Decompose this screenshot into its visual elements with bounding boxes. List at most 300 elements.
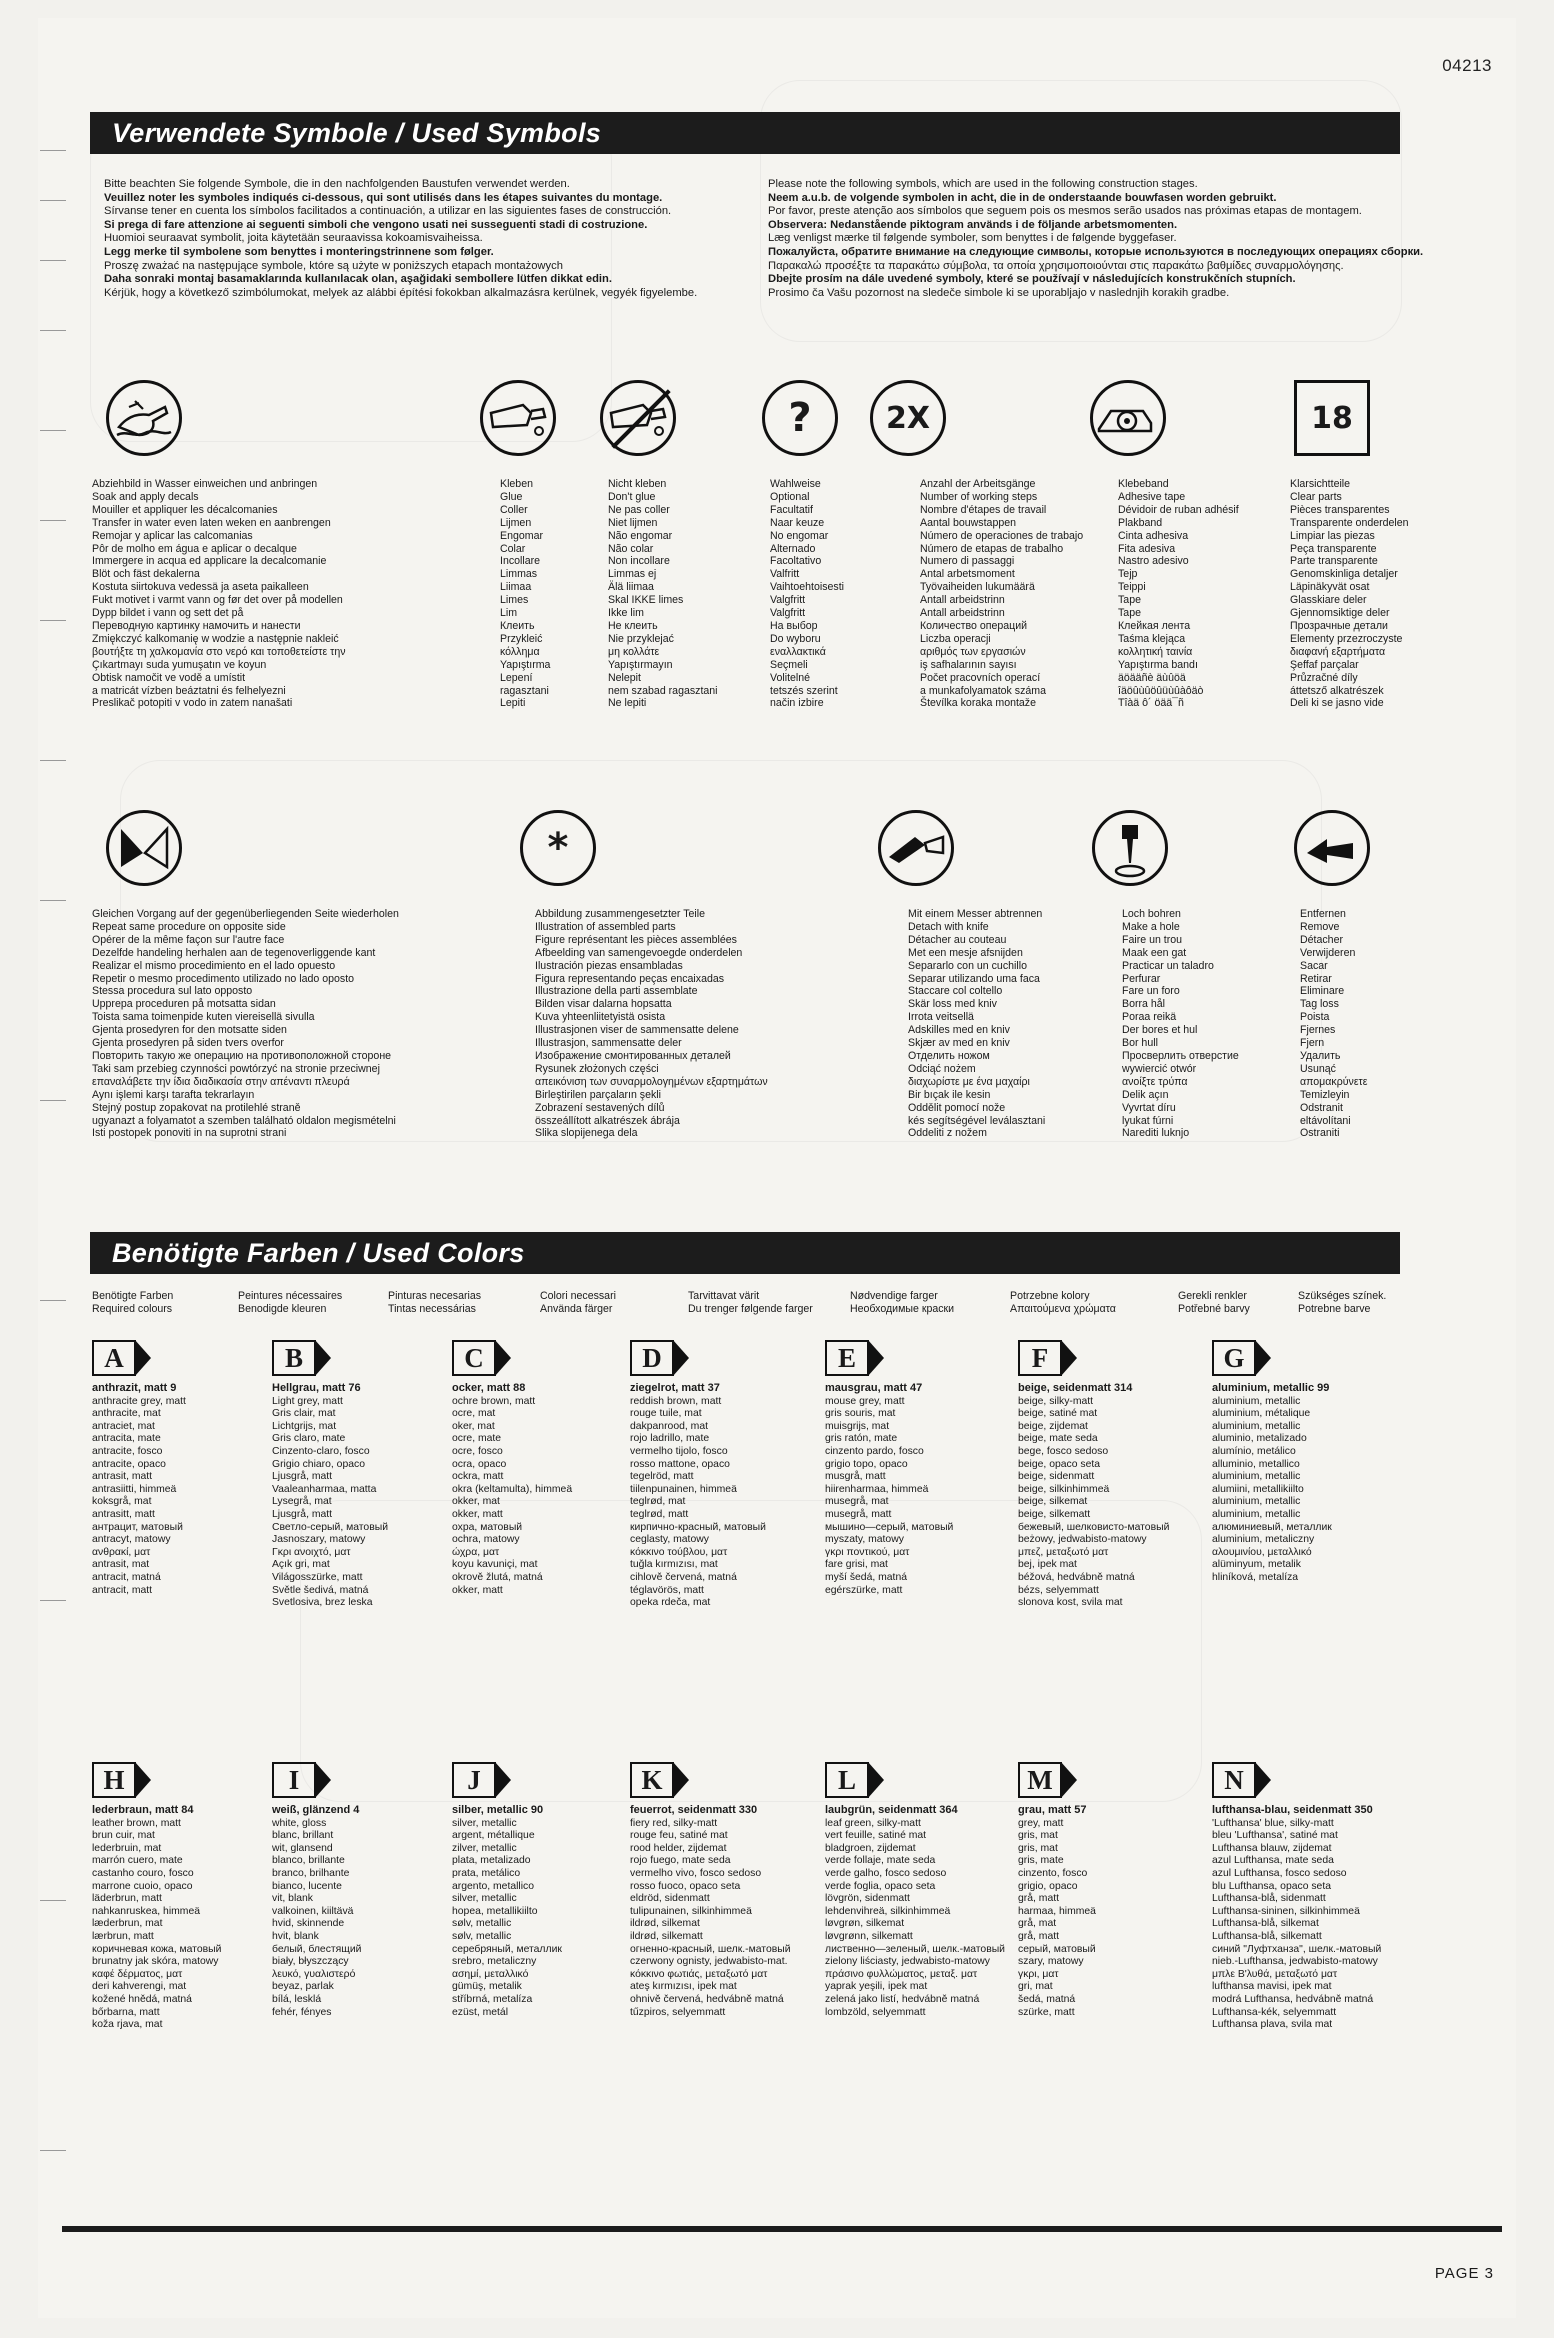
row: Engomar [500, 529, 543, 542]
color-line: antracit, matt [92, 1584, 153, 1596]
row: Illustrasjon, sammensatte deler [535, 1037, 682, 1050]
color-letter-e [825, 1338, 1020, 1378]
margin-tick [40, 520, 66, 521]
soak-decal-icon [106, 380, 182, 456]
color-line: antracit, matná [92, 1571, 161, 1583]
row: Gleichen Vorgang auf der gegenüberliegenden Seite wiederholen [92, 908, 399, 920]
row: Não colar [608, 542, 654, 555]
color-line: коричневая кожа, матовый [92, 1943, 222, 1955]
row: Sacar [1300, 959, 1328, 972]
color-line: Vaaleanharmaa, matta [272, 1483, 377, 1495]
drill-hole-icon [1092, 810, 1168, 886]
color-letter-l [825, 1760, 1020, 1800]
row: Retirar [1300, 972, 1332, 985]
row: Počet pracovních operací [920, 671, 1041, 684]
letter-arrow [1255, 1762, 1271, 1798]
color-line: beige, silkemat [1018, 1496, 1088, 1508]
row: Illustrazione della parti assemblate [535, 985, 698, 998]
color-line: ezüst, metál [452, 2006, 509, 2018]
hdr-line: Tarvittavat värit [688, 1290, 760, 1302]
intro-line: Legg merke til symbolene som benyttes i monteringstrinnene som følger. [104, 245, 494, 258]
row: Genomskinliga detaljer [1290, 568, 1398, 581]
row: Yapıştırma [500, 658, 551, 671]
letter-arrow [1255, 1340, 1271, 1376]
color-line: ildrød, silkemat [630, 1918, 700, 1930]
row: Ikke lim [608, 607, 644, 620]
row: Opérer de la même façon sur l'autre face [92, 933, 285, 946]
color-line: охра, матовый [452, 1521, 523, 1533]
intro-line: Dbejte prosím na dále uvedené symboly, které se používají v následujících konstrukčních stupních. [768, 273, 1296, 286]
hdr-line: Använda färger [540, 1302, 613, 1315]
color-line: brun cuir, mat [92, 1830, 155, 1842]
row: a matricát vízben beáztatni és felhelyezni [92, 684, 286, 697]
color-line: κόκκινο τούβλου, ματ [630, 1546, 728, 1558]
margin-tick [40, 900, 66, 901]
clear-parts-col [1290, 478, 1490, 710]
margin-tick [40, 1600, 66, 1601]
row: Изображение смонтированных деталей [535, 1049, 731, 1062]
color-line: blanc, brillant [272, 1830, 334, 1842]
color-line: muisgrijs, mat [825, 1420, 890, 1432]
color-line: Lufthansa plava, svila mat [1212, 2019, 1333, 2031]
row: Zmiękczyć kalkomanię w wodzie a następnie nakleić [92, 632, 339, 645]
color-line: okker, matt [452, 1584, 503, 1596]
intro-line: Huomioi seuraavat symbolit, joita käytetään seuraavissa kokoamisvaiheissa. [104, 232, 483, 245]
row: način izbire [770, 697, 824, 710]
color-cell-g [1212, 1338, 1412, 1585]
color-line: mouse grey, matt [825, 1395, 905, 1407]
color-line: rouge tuile, mat [630, 1408, 702, 1420]
row: Não engomar [608, 529, 673, 542]
row: μη κολλάτε [608, 645, 660, 658]
color-line: Γκρι ανοιχτό, ματ [272, 1546, 351, 1558]
color-line: weiß, glänzend 4 [272, 1804, 360, 1816]
letter-arrow [868, 1340, 884, 1376]
row: lyukat fúrni [1122, 1114, 1174, 1127]
color-line: Açık gri, mat [272, 1559, 330, 1571]
row: Bor hull [1122, 1037, 1158, 1050]
hdr-line: Pinturas necesarias [388, 1290, 482, 1302]
color-line: lærbrun, matt [92, 1930, 154, 1942]
row: Průzračné díly [1290, 671, 1358, 684]
color-line: srebro, metaliczny [452, 1956, 537, 1968]
color-line: Ljusgrå, matt [272, 1508, 333, 1520]
hdr-line: Potrzebne kolory [1010, 1290, 1090, 1302]
color-line: aluminium, metallic [1212, 1496, 1301, 1508]
row: Afbeelding van samengevoegde onderdelen [535, 946, 743, 959]
color-line: grau, matt 57 [1018, 1804, 1087, 1816]
color-line: verde foglia, opaco seta [825, 1880, 936, 1892]
color-name-list [825, 1804, 1020, 2019]
row: Rysunek złożonych części [535, 1062, 659, 1075]
color-line: løvgrøn, silkemat [825, 1918, 905, 1930]
row: Количество операций [920, 619, 1028, 632]
row: Separarlo con un cuchillo [908, 959, 1027, 972]
color-cell-h [92, 1760, 282, 2032]
row: διαφανή εξαρτήματα [1290, 645, 1386, 658]
color-name-list [630, 1804, 830, 2019]
color-letter-b [272, 1338, 462, 1378]
color-line: rojo ladrillo, mate [630, 1433, 710, 1445]
adhesive-tape-col [1118, 478, 1308, 710]
row: Kostuta siirtokuva vedessä ja aseta paikalleen [92, 581, 309, 594]
color-line: teglrød, matt [630, 1508, 689, 1520]
color-line: tiilenpunainen, himmeä [630, 1483, 737, 1495]
row: Glue [500, 490, 523, 503]
color-line: aluminium, metallic [1212, 1508, 1301, 1520]
row: Valgfritt [770, 594, 806, 607]
color-line: gümüş, metalik [452, 1981, 522, 1993]
row: Ne pas coller [608, 503, 670, 516]
color-cell-e [825, 1338, 1020, 1597]
color-line: zilver, metallic [452, 1842, 517, 1854]
color-letter-h [92, 1760, 282, 1800]
letter-arrow [673, 1340, 689, 1376]
row: Повторить такую же операцию на противоположной стороне [92, 1049, 392, 1062]
row: Läpinäkyvät osat [1290, 581, 1370, 594]
color-line: eldröd, sidenmatt [630, 1893, 710, 1905]
row: Número de etapas de trabalho [920, 542, 1064, 555]
margin-tick [40, 760, 66, 761]
color-line: musegrå, mat [825, 1496, 889, 1508]
color-line: laubgrün, seidenmatt 364 [825, 1804, 958, 1816]
color-line: argento, metallico [452, 1880, 535, 1892]
color-line: castanho couro, fosco [92, 1867, 194, 1879]
hdr-line: Colori necessari [540, 1290, 616, 1302]
row: Realizar el mismo procedimiento en el lado opuesto [92, 959, 336, 972]
row: Entfernen [1300, 908, 1346, 920]
colors-header-cell [1178, 1290, 1250, 1315]
row: Kleben [500, 478, 533, 490]
row: Alternado [770, 542, 816, 555]
assembled-parts-col [535, 908, 905, 1140]
hdr-line: Gerekli renkler [1178, 1290, 1247, 1302]
symbol-row-2 [0, 808, 1554, 898]
row: Aantal bouwstappen [920, 516, 1017, 529]
color-line: Gris claro, mate [272, 1433, 346, 1445]
row: αριθμός των εργασιών [920, 645, 1026, 658]
color-line: bílá, lesklá [272, 1993, 322, 2005]
color-line: rojo fuego, mate seda [630, 1855, 731, 1867]
row: Klebeband [1118, 478, 1169, 490]
color-line: aluminium, métalique [1212, 1408, 1311, 1420]
letter-arrow [315, 1762, 331, 1798]
row: Remove [1300, 920, 1340, 933]
color-line: antrasitt, matt [92, 1508, 155, 1520]
color-line: rosso fuoco, opaco seta [630, 1880, 741, 1892]
margin-tick [40, 620, 66, 621]
color-line: antrasit, mat [92, 1559, 150, 1571]
row: Dezelfde handeling herhalen aan de tegenoverliggende kant [92, 946, 376, 959]
row: Lim [500, 607, 518, 620]
color-line: белый, блестящий [272, 1943, 362, 1955]
asterisk-glyph: * [547, 825, 569, 871]
letter-arrow [1061, 1340, 1077, 1376]
letter-arrow [673, 1762, 689, 1798]
row: áttetsző alkatrészek [1290, 684, 1384, 697]
color-line: grigio topo, opaco [825, 1458, 908, 1470]
row: Repetir o mesmo procedimento utilizado no lado oposto [92, 972, 355, 985]
row: Dévidoir de ruban adhésif [1118, 503, 1239, 516]
color-line: reddish brown, matt [630, 1395, 722, 1407]
color-line: anthracite grey, matt [92, 1395, 186, 1407]
color-line: лиственно—зеленый, шелк.-матовый [825, 1943, 1005, 1955]
color-line: egérszürke, matt [825, 1584, 903, 1596]
row: Lepiti [500, 697, 526, 710]
color-line: sølv, metallic [452, 1930, 512, 1942]
color-line: Lufthansa-blå, silkemat [1212, 1918, 1319, 1930]
repeat-opposite-side-icon [106, 810, 182, 886]
color-line: Lichtgrijs, mat [272, 1420, 337, 1432]
row: Не клеить [608, 619, 658, 632]
soak-apply-decals-col [92, 478, 502, 710]
hdr-line: Tintas necessárias [388, 1302, 476, 1315]
letter-box: J [452, 1762, 496, 1798]
color-line: téglavörös, matt [630, 1584, 704, 1596]
color-line: kožené hnědá, matná [92, 1993, 192, 2005]
color-line: rood helder, zijdemat [630, 1842, 727, 1854]
intro-line: Si prega di fare attenzione ai seguenti simboli che vengono usati nei susseguenti stadi di costruzione. [104, 218, 648, 231]
row: Anzahl der Arbeitsgänge [920, 478, 1036, 490]
color-letter-k [630, 1760, 830, 1800]
remove-col [1300, 908, 1480, 1140]
color-line: branco, brilhante [272, 1867, 350, 1879]
color-letter-a [92, 1338, 282, 1378]
row: Tejp [1118, 568, 1138, 581]
row: Birleştirilen parçaların şekli [535, 1088, 661, 1101]
row: Oddělit pomocí nože [908, 1101, 1006, 1114]
color-line: aluminium, metallic [1212, 1420, 1301, 1432]
row: Antall arbeidstrinn [920, 607, 1005, 620]
color-line: biały, błyszczący [272, 1956, 349, 1968]
color-line: ocre, mat [452, 1408, 496, 1420]
letter-box: I [272, 1762, 316, 1798]
color-line: Ljusgrå, matt [272, 1471, 333, 1483]
color-line: stříbrná, metalíza [452, 1993, 533, 2005]
color-line: antraciet, mat [92, 1420, 155, 1432]
row: Vaihtoehtoisesti [770, 581, 845, 594]
color-letter-f [1018, 1338, 1218, 1378]
row: Isti postopek ponoviti in na suprotni strani [92, 1127, 287, 1140]
color-line: sølv, metallic [452, 1918, 512, 1930]
row: Удалить [1300, 1049, 1341, 1062]
row: Çıkartmayı suda yumuşatın ve koyun [92, 658, 267, 671]
margin-tick [40, 2150, 66, 2151]
row: διαχωρίστε με ένα μαχαίρι [908, 1075, 1030, 1088]
margin-tick [40, 1300, 66, 1301]
color-line: deri kahverengi, mat [92, 1981, 187, 1993]
color-name-list [452, 1804, 637, 2019]
color-line: Svetlosiva, brez leska [272, 1597, 373, 1609]
row: Aynı işlemi karşı tarafta tekrarlayın [92, 1088, 255, 1101]
color-line: løvgrønn, silkematt [825, 1930, 913, 1942]
row: Отделить ножом [908, 1049, 990, 1062]
color-line: prata, metálico [452, 1867, 521, 1879]
row: επαναλάβετε την ίδια διαδικασία στην απέναντι πλευρά [92, 1075, 350, 1088]
intro-line: Bitte beachten Sie folgende Symbole, die in den nachfolgenden Baustufen verwendet werden. [104, 178, 570, 190]
row: Nicht kleben [608, 478, 667, 490]
row: Fare un foro [1122, 985, 1180, 998]
color-line: gris, mat [1018, 1830, 1058, 1842]
row: На выбор [770, 619, 818, 632]
color-line: nahkanruskea, himmeä [92, 1905, 201, 1917]
color-line: læderbrun, mat [92, 1918, 163, 1930]
row: Blöt och fäst dekalerna [92, 568, 200, 581]
letter-box: E [825, 1340, 869, 1376]
color-line: marrón cuero, mate [92, 1855, 183, 1867]
color-line: beżowy, jedwabisto-matowy [1018, 1534, 1147, 1546]
row: Parte transparente [1290, 555, 1378, 568]
row: nem szabad ragasztani [608, 684, 718, 697]
row: Tape [1118, 594, 1141, 607]
row: Transfer in water even laten weken en aanbrengen [92, 516, 331, 529]
color-line: aluminium, metallic [1212, 1471, 1301, 1483]
color-line: antracite, fosco [92, 1445, 163, 1457]
row: Клеить [500, 619, 535, 632]
row: βουτήξτε τη χαλκομανία στο νερό και τοποθετείστε την [92, 645, 346, 658]
color-line: antracita, mate [92, 1433, 161, 1445]
row: Števílka koraka montaže [920, 697, 1036, 710]
color-line: λευκό, γυαλιστερό [272, 1968, 356, 1980]
row: Limmas ej [608, 568, 657, 581]
color-line: fare grisi, mat [825, 1559, 888, 1571]
row: Delik açın [1122, 1088, 1169, 1101]
row: Facoltativo [770, 555, 822, 568]
used-symbols-banner [90, 112, 1400, 154]
letter-box: B [272, 1340, 316, 1376]
color-line: μπεζ, μεταξωτό ματ [1018, 1546, 1109, 1558]
color-line: okker, matt [452, 1508, 503, 1520]
color-line: Lufthansa-sininen, silkinhimmeä [1212, 1905, 1360, 1917]
row: Antal arbetsmoment [920, 568, 1015, 581]
color-line: tűzpiros, selyemmatt [630, 2006, 726, 2018]
color-cell-l [825, 1760, 1020, 2019]
color-line: alumiini, metallikiilto [1212, 1483, 1304, 1495]
row: Peça transparente [1290, 542, 1377, 555]
color-line: ochra, matowy [452, 1534, 520, 1546]
row: Bilden visar dalarna hopsatta [535, 998, 672, 1011]
row: Obtisk namočit ve vodě a umístit [92, 671, 246, 684]
row: Liczba operacji [920, 632, 991, 645]
margin-tick [40, 150, 66, 151]
row: iş safhalarının sayısı [920, 658, 1017, 671]
row: No engomar [770, 529, 829, 542]
row: Slika slopijenega dela [535, 1127, 638, 1140]
color-letter-c [452, 1338, 637, 1378]
color-line: aluminium, metaliczny [1212, 1534, 1315, 1546]
letter-arrow [315, 1340, 331, 1376]
color-line: Lufthansa-blå, silkematt [1212, 1930, 1322, 1942]
colors-header-cell [688, 1290, 813, 1315]
row: a munkafolyamatok száma [920, 684, 1047, 697]
row: Perfurar [1122, 972, 1161, 985]
color-line: Világosszürke, matt [272, 1571, 363, 1583]
row: Don't glue [608, 490, 656, 503]
color-line: opeka rdeča, mat [630, 1597, 711, 1609]
color-letter-m [1018, 1760, 1218, 1800]
color-line: gris souris, mat [825, 1408, 896, 1420]
color-line: кирпично-красный, матовый [630, 1521, 766, 1533]
colors-header-cell [388, 1290, 481, 1315]
color-letter-j [452, 1760, 637, 1800]
row: απεικόνιση των συναρμολογημένων εξαρτημάτων [535, 1075, 768, 1088]
color-name-list [1212, 1382, 1412, 1585]
color-line: lederbraun, matt 84 [92, 1804, 194, 1816]
symbol-row-1 [0, 378, 1554, 468]
margin-tick [40, 430, 66, 431]
row: Ne lepiti [608, 697, 647, 710]
color-line: lederbruin, mat [92, 1842, 162, 1854]
row: Wahlweise [770, 478, 821, 490]
adhesive-tape-icon [1090, 380, 1166, 456]
color-line: Светло-серый, матовый [272, 1521, 388, 1533]
color-line: bladgroen, zijdemat [825, 1842, 916, 1854]
row: Ilustración piezas ensambladas [535, 959, 683, 972]
color-line: vermelho vivo, fosco sedoso [630, 1867, 762, 1879]
color-line: hiirenharmaa, himmeä [825, 1483, 929, 1495]
color-line: gris, mate [1018, 1855, 1064, 1867]
row: Fukt motivet i varmt vann og før det over på modellen [92, 594, 343, 607]
row: Met een mesje afsnijden [908, 946, 1023, 959]
color-line: cinzento, fosco [1018, 1867, 1088, 1879]
color-line: beige, seidenmatt 314 [1018, 1382, 1133, 1394]
row: Cinta adhesiva [1118, 529, 1189, 542]
row: Fita adesiva [1118, 542, 1176, 555]
color-line: ateş kırmızısı, ipek mat [630, 1981, 737, 1993]
color-line: grå, matt [1018, 1930, 1059, 1942]
row: Tîàä ô´ öää¯ñ [1118, 697, 1184, 710]
assembled-parts-icon [520, 810, 596, 886]
row: Клейкая лента [1118, 619, 1191, 632]
color-line: czerwony ognisty, jedwabisto-mat. [630, 1956, 788, 1968]
row: Détacher [1300, 933, 1343, 946]
letter-arrow [868, 1762, 884, 1798]
color-line: szary, matowy [1018, 1956, 1084, 1968]
letter-box: G [1212, 1340, 1256, 1376]
row: Do wyboru [770, 632, 821, 645]
color-line: alüminyum, metalik [1212, 1559, 1301, 1571]
color-line: bege, fosco sedoso [1018, 1445, 1109, 1457]
margin-tick [40, 200, 66, 201]
color-line: bézs, selyemmatt [1018, 1584, 1099, 1596]
row: Detach with knife [908, 920, 989, 933]
color-line: silber, metallic 90 [452, 1804, 544, 1816]
color-cell-m [1018, 1760, 1218, 2019]
color-line: zielony liściasty, jedwabisto-matowy [825, 1956, 990, 1968]
color-line: marrone cuoio, opaco [92, 1880, 193, 1892]
row: Przykleić [500, 632, 543, 645]
color-line: Lufthansa-kék, selyemmatt [1212, 2006, 1337, 2018]
footer-rule [62, 2226, 1502, 2232]
letter-arrow [1061, 1762, 1077, 1798]
row: Şeffaf parçalar [1290, 658, 1359, 671]
color-line: Lysegrå, mat [272, 1496, 332, 1508]
color-line: musgrå, matt [825, 1471, 886, 1483]
row: Illustration of assembled parts [535, 920, 676, 933]
color-letter-g [1212, 1338, 1412, 1378]
colors-header-cell [850, 1290, 954, 1315]
row: Odstranit [1300, 1101, 1343, 1114]
color-line: yaprak yeşili, ipek mat [825, 1981, 928, 1993]
row: Adhesive tape [1118, 490, 1186, 503]
color-line: antrasiitti, himmeä [92, 1483, 177, 1495]
row: Mouiller et appliquer les décalcomanies [92, 503, 278, 516]
colors-header-cell [92, 1290, 173, 1315]
color-line: Hellgrau, matt 76 [272, 1382, 361, 1394]
letter-arrow [135, 1762, 151, 1798]
color-cell-d [630, 1338, 830, 1610]
row: Pôr de molho em água e aplicar o decalque [92, 542, 297, 555]
